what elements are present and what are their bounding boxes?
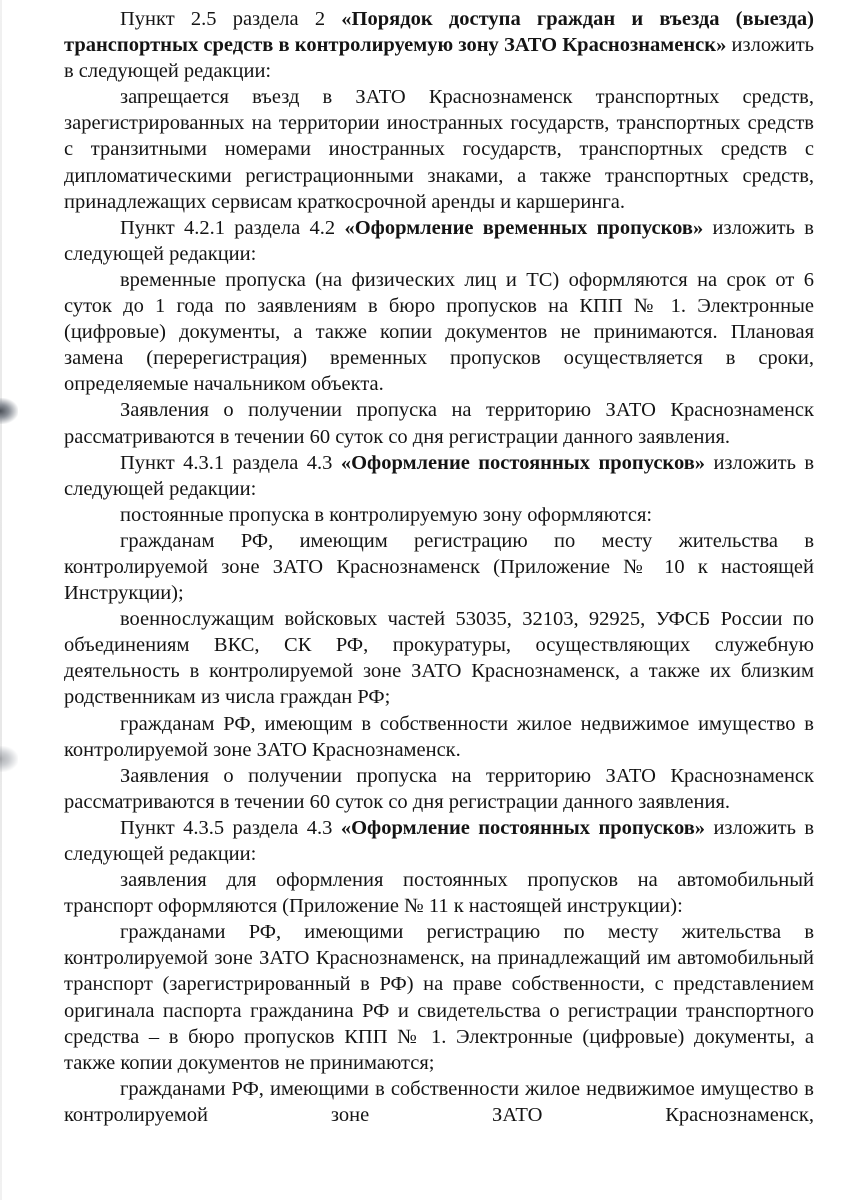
paragraph-text: военнослужащим войсковых частей 53035, 32103, 92925, УФСБ России по объединениям ВКС, СК РФ, прокуратуры, осуществляющих служебную деятельность в контролируемой зоне ЗАТО Краснознаменск, а также их близким родственникам из числа граждан РФ; [64,608,814,709]
section-title: «Порядок доступа граждан и въезда (выезда) транспортных средств в контролируемую зону ЗАТО Краснознаменск» [64,8,814,57]
paragraph-text: Заявления о получении пропуска на территорию ЗАТО Краснознаменск рассматриваются в течении 60 суток со дня регистрации данного заявления. [64,399,814,448]
paragraph [64,919,814,1076]
paragraph [64,84,814,214]
paragraph-text: изложить в следующей редакции: [64,34,814,83]
paragraph [64,450,814,502]
paragraph [64,711,814,763]
paragraph [64,6,814,84]
document-body [64,6,814,1128]
paragraph-text: Пункт 4.3.5 раздела 4.3 [120,816,341,839]
section-title: «Оформление временных пропусков» [344,216,704,239]
binder-hole-mark [0,746,18,772]
paragraph [64,502,814,528]
section-title: «Оформление постоянных пропусков» [340,816,706,839]
paragraph-text: временные пропуска (на физических лиц и ТС) оформляются на срок от 6 суток до 1 года по заявлениям в бюро пропусков на КПП № 1. Электронные (цифровые) документы, а также копии документов не принимаются. Плановая замена (перерегистрация) временных пропусков осуществляется в сроки, определяемые начальником объекта. [64,268,814,396]
paragraph [64,763,814,815]
paragraph [64,528,814,606]
paragraph-text: Заявления о получении пропуска на территорию ЗАТО Краснознаменск рассматриваются в течении 60 суток со дня регистрации данного заявления. [64,764,814,813]
paragraph [64,606,814,710]
paragraph-text: изложить в следующей редакции: [64,216,814,265]
scan-edge [0,0,2,1200]
paragraph-text: гражданами РФ, имеющими в собственности жилое недвижимое имущество в контролируемой зоне ЗАТО Краснознаменск, [64,1077,814,1126]
paragraph [64,215,814,267]
paragraph-text: изложить в следующей редакции: [64,451,815,500]
paragraph-text: запрещается въезд в ЗАТО Краснознаменск транспортных средств, зарегистрированных на территории иностранных государств, транспортных средств с транзитными номерами иностранных государств, транспортных средств с дипломатическими регистрационными знаками, а также транспортных средств, принадлежащих сервисам краткосрочной аренды и каршеринга. [64,86,814,213]
paragraph-text: Пункт 4.2.1 раздела 4.2 [120,216,345,239]
paragraph-text: Пункт 2.5 раздела 2 [120,8,342,30]
paragraph [64,267,814,397]
paragraph [64,815,814,867]
paragraph [64,867,814,919]
paragraph-text: гражданами РФ, имеющими регистрацию по месту жительства в контролируемой зоне ЗАТО Краснознаменск, на принадлежащий им автомобильный транспорт (зарегистрированный в РФ) на праве собственности, с представлением оригинала паспорта гражданина РФ и свидетельства о регистрации транспортного средства – в бюро пропусков КПП № 1. Электронные (цифровые) документы, а также копии документов не принимаются; [64,921,814,1074]
paragraph-text: гражданам РФ, имеющим в собственности жилое недвижимое имущество в контролируемой зоне ЗАТО Краснознаменск. [64,712,814,761]
paragraph-text: изложить в следующей редакции: [64,816,815,865]
binder-hole-mark [0,398,18,424]
paragraph-text: заявления для оформления постоянных пропусков на автомобильный транспорт оформляются (Приложение № 11 к настоящей инструкции): [64,869,814,918]
section-title: «Оформление постоянных пропусков» [340,451,706,474]
paragraph-text: постоянные пропуска в контролируемую зону оформляются: [120,503,653,526]
paragraph-text: Пункт 4.3.1 раздела 4.3 [120,451,341,474]
paragraph-text: гражданам РФ, имеющим регистрацию по месту жительства в контролируемой зоне ЗАТО Краснознаменск (Приложение № 10 к настоящей Инструкции); [64,529,814,605]
paragraph [64,1076,814,1128]
paragraph [64,397,814,449]
